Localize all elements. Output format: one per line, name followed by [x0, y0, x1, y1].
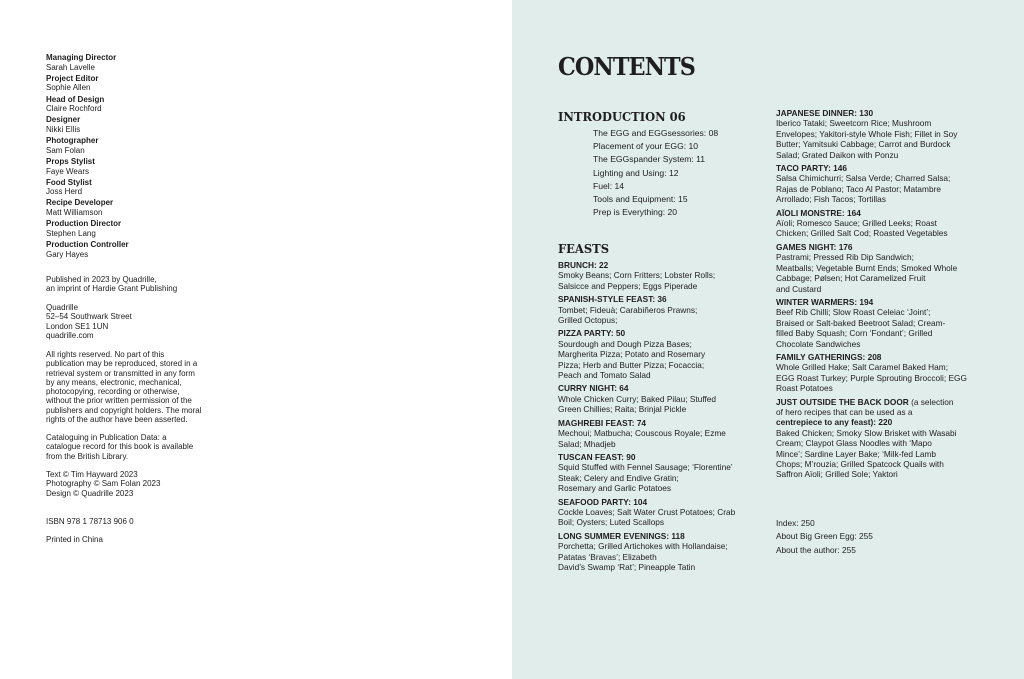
back-door-line: of hero recipes that can be used as a [776, 406, 913, 417]
feast-line: Iberico Tataki; Sweetcorn Rice; Mushroom [776, 118, 932, 129]
back-door-entry [776, 397, 976, 480]
copyright-notice [46, 470, 216, 498]
feast-entry [558, 497, 758, 528]
feast-line: Chocolate Sandwiches [776, 338, 861, 349]
feast-title: TUSCAN FEAST: 90 [558, 451, 636, 462]
feast-line: Whole Grilled Hake; Salt Caramel Baked Ham; [776, 362, 948, 373]
credit-role: Photographer [46, 136, 99, 146]
credit-name: Matt Williamson [46, 208, 103, 218]
copyright-line: Design © Quadrille 2023 [46, 488, 134, 498]
publisher-line: Published in 2023 by Quadrille, [46, 275, 157, 284]
address-line: quadrille.com [46, 330, 94, 340]
credit-entry [46, 74, 216, 93]
intro-item: Tools and Equipment: 15 [593, 194, 688, 205]
feast-entry [776, 108, 976, 160]
back-door-line: Baked Chicken; Smoky Slow Brisket with Wasabi [776, 427, 957, 438]
copyright-line: Photography © Sam Folan 2023 [46, 479, 161, 489]
feast-title: FAMILY GATHERINGS: 208 [776, 351, 882, 362]
credit-role: Production Controller [46, 240, 129, 250]
feast-line: Arrollado; Fish Tacos; Tortillas [776, 194, 886, 205]
feast-line: Boil; Oysters; Luted Scallops [558, 517, 665, 528]
back-door-title: JUST OUTSIDE THE BACK DOOR [776, 396, 909, 407]
credit-name: Sam Folan [46, 145, 85, 155]
feast-entry [776, 208, 976, 239]
feast-line: Meatballs; Vegetable Burnt Ends; Smoked Whole [776, 262, 958, 273]
publisher-line: an imprint of Hardie Grant Publishing [46, 284, 178, 294]
feast-title: AÏOLI MONSTRE: 164 [776, 207, 861, 218]
feast-line: EGG Roast Turkey; Purple Sprouting Broccoli; EGG [776, 372, 967, 383]
credit-entry [46, 136, 216, 155]
isbn [46, 517, 216, 526]
intro-item: The EGG and EGGsessories: 08 [593, 128, 719, 138]
feast-line: Sourdough and Dough Pizza Bases; [558, 338, 692, 349]
credit-entry [46, 219, 216, 238]
credit-name: Stephen Lang [46, 228, 96, 238]
feast-line: Margherita Pizza; Potato and Rosemary [558, 349, 706, 360]
feast-line: and Custard [776, 283, 822, 294]
credit-entry [46, 115, 216, 134]
cataloguing-note [46, 433, 216, 461]
feast-entry [776, 242, 976, 294]
feast-line: Grilled Octopus; [558, 315, 618, 326]
feast-line: Butter; Yamitsuki Cabbage; Carrot and Burdock [776, 139, 951, 150]
feast-title: JAPANESE DINNER: 130 [776, 108, 874, 118]
credit-entry [46, 53, 216, 72]
feast-line: Squid Stuffed with Fennel Sausage; ‘Florentine’ [558, 462, 733, 473]
publisher-address [46, 303, 216, 340]
credit-name: Gary Hayes [46, 249, 89, 259]
back-door-line: Cream; Claypot Glass Noodles with ‘Mapo [776, 438, 932, 449]
feast-line: Tombet; Fideuà; Carabiñeros Prawns; [558, 304, 698, 315]
rights-line: publication may be reproduced, stored in a [46, 359, 198, 369]
back-door-line: centrepiece to any feast): 220 [776, 417, 893, 428]
feast-line: Salsa Chimichurri; Salsa Verde; Charred Salsa; [776, 173, 951, 184]
feast-line: Smoky Beans; Corn Fritters; Lobster Rolls; [558, 270, 716, 281]
feast-line: Cabbage; Pølsen; Hot Caramelized Fruit [776, 273, 926, 284]
feast-line: Green Chillies; Raita; Brinjal Pickle [558, 404, 687, 415]
feast-line: Peach and Tomato Salad [558, 370, 651, 381]
intro-item: The EGGspander System: 11 [593, 154, 706, 165]
feast-line: Salsicce and Peppers; Eggs Piperade [558, 280, 698, 291]
credit-name: Sarah Lavelle [46, 62, 95, 72]
feast-entry [776, 352, 976, 394]
feasts-column-2 [776, 108, 976, 483]
intro-item: Fuel: 14 [593, 180, 625, 191]
feast-line: Whole Chicken Curry; Baked Pilau; Stuffed [558, 393, 717, 404]
contents-title: CONTENTS [558, 52, 695, 81]
back-door-line: Saffron Aïoli; Grilled Sole; Yaktori [776, 469, 898, 480]
feast-line: Roast Potatoes [776, 383, 833, 394]
feast-line: Pizza; Herb and Butter Pizza; Focaccia; [558, 359, 705, 370]
isbn-line: ISBN 978 1 78713 906 0 [46, 517, 134, 526]
rights-line: publishers and copyright holders. The moral [46, 405, 202, 415]
credit-role: Production Director [46, 219, 122, 229]
rights-line: photocopying, recording or otherwise, [46, 387, 180, 397]
feast-line: Patatas ‘Bravas’; Elizabeth [558, 551, 657, 562]
feast-entry [558, 260, 758, 291]
rights-line: rights of the author have been asserted. [46, 415, 188, 425]
introduction-list [593, 127, 763, 219]
cataloguing-line: catalogue record for this book is available [46, 442, 194, 452]
feast-line: Beef Rib Chilli; Slow Roast Celeiac ‘Joint’; [776, 307, 931, 318]
feast-entry [558, 531, 758, 573]
back-door-line: Chops; M’rouzia; Grilled Spatcock Quails with [776, 459, 944, 469]
intro-item: Lighting and Using: 12 [593, 167, 679, 178]
feast-title: SPANISH-STYLE FEAST: 36 [558, 294, 667, 305]
feast-entry [558, 294, 758, 325]
address-line: London SE1 1UN [46, 321, 109, 331]
rights-line: without the prior written permission of the [46, 396, 192, 406]
credit-name: Joss Herd [46, 187, 83, 197]
feast-title: TACO PARTY: 146 [776, 163, 847, 174]
feast-entry [558, 418, 758, 449]
feast-line: Salad; Mhadjeb [558, 438, 616, 449]
feast-line: Salad; Grated Daikon with Ponzu [776, 149, 899, 160]
feast-line: Rajas de Poblano; Taco Al Pastor; Matambre [776, 183, 941, 194]
feast-line: Aïoli; Romesco Sauce; Grilled Leeks; Roast [776, 218, 937, 229]
feast-title: MAGHREBI FEAST: 74 [558, 417, 647, 428]
feast-line: David’s Swamp ‘Rat’; Pineapple Tatin [558, 561, 696, 572]
back-matter-list [776, 517, 976, 557]
back-matter-item: About Big Green Egg: 255 [776, 531, 873, 542]
intro-item: Placement of your EGG: 10 [593, 141, 699, 152]
credit-role: Designer [46, 115, 81, 125]
feast-line: Rosemary and Garlic Potatoes [558, 483, 671, 494]
credit-entry [46, 178, 216, 197]
introduction-heading: INTRODUCTION 06 [558, 109, 686, 124]
feast-entry [776, 163, 976, 205]
credit-role: Props Stylist [46, 156, 95, 166]
feast-line: Chicken; Grilled Salt Cod; Roasted Vegetables [776, 228, 948, 239]
rights-line: retrieval system or transmitted in any form [46, 368, 195, 378]
feast-title: WINTER WARMERS: 194 [776, 296, 874, 307]
credit-role: Project Editor [46, 73, 99, 83]
feast-line: Cockle Loaves; Salt Water Crust Potatoes; Crab [558, 506, 736, 517]
feast-line: Pastrami; Pressed Rib Dip Sandwich; [776, 252, 914, 263]
rights-notice [46, 350, 216, 424]
credit-name: Claire Rochford [46, 104, 102, 114]
feast-entry [558, 452, 758, 494]
intro-item: Prep is Everything: 20 [593, 207, 678, 218]
feast-title: PIZZA PARTY: 50 [558, 328, 626, 339]
feasts-heading: FEASTS [558, 241, 610, 256]
feast-title: CURRY NIGHT: 64 [558, 383, 629, 394]
feast-title: GAMES NIGHT: 176 [776, 241, 853, 252]
feast-line: Steak; Celery and Endive Gratin; [558, 472, 679, 483]
feast-line: Envelopes; Yakitori-style Whole Fish; Fillet in Soy [776, 128, 958, 139]
cataloguing-line: Cataloguing in Publication Data: a [46, 433, 167, 442]
cataloguing-line: from the British Library. [46, 451, 129, 461]
feast-entry [558, 328, 758, 380]
feast-line: filled Baby Squash; Corn ‘Fondant’; Grilled [776, 328, 933, 339]
feast-title: LONG SUMMER EVENINGS: 118 [558, 530, 685, 541]
rights-line: by any means, electronic, mechanical, [46, 377, 182, 387]
credit-entry [46, 95, 216, 114]
feasts-column-1 [558, 260, 758, 575]
credit-role: Food Stylist [46, 177, 92, 187]
credit-role: Managing Director [46, 53, 117, 62]
credit-name: Nikki Ellis [46, 124, 81, 134]
feast-entry [776, 297, 976, 349]
credit-name: Sophie Allen [46, 83, 91, 93]
feast-line: Mechoui; Matbucha; Couscous Royale; Ezme [558, 428, 726, 439]
back-door-line: (a selection [908, 396, 954, 407]
address-line: 52–54 Southwark Street [46, 312, 132, 322]
credit-name: Faye Wears [46, 166, 89, 176]
credits-list [46, 53, 216, 261]
back-door-line: Mince’; Sardine Layer Bake; ‘Milk-fed Lamb [776, 448, 937, 459]
credit-entry [46, 198, 216, 217]
rights-line: All rights reserved. No part of this [46, 350, 165, 359]
publisher-note [46, 275, 216, 294]
back-matter-item: Index: 250 [776, 518, 815, 528]
address-line: Quadrille [46, 303, 79, 312]
copyright-line: Text © Tim Hayward 2023 [46, 470, 138, 479]
feast-line: Braised or Salt-baked Beetroot Salad; Cream- [776, 317, 946, 328]
feast-entry [558, 383, 758, 414]
credit-role: Recipe Developer [46, 198, 114, 208]
feast-title: BRUNCH: 22 [558, 260, 609, 270]
back-door-first-line [776, 397, 976, 407]
feast-title: SEAFOOD PARTY: 104 [558, 496, 648, 507]
printed-in [46, 535, 216, 544]
credit-entry [46, 157, 216, 176]
feast-line: Porchetta; Grilled Artichokes with Hollandaise; [558, 541, 728, 552]
credit-entry [46, 240, 216, 259]
credit-role: Head of Design [46, 94, 105, 104]
printed-line: Printed in China [46, 535, 103, 544]
back-matter-item: About the author: 255 [776, 544, 856, 555]
